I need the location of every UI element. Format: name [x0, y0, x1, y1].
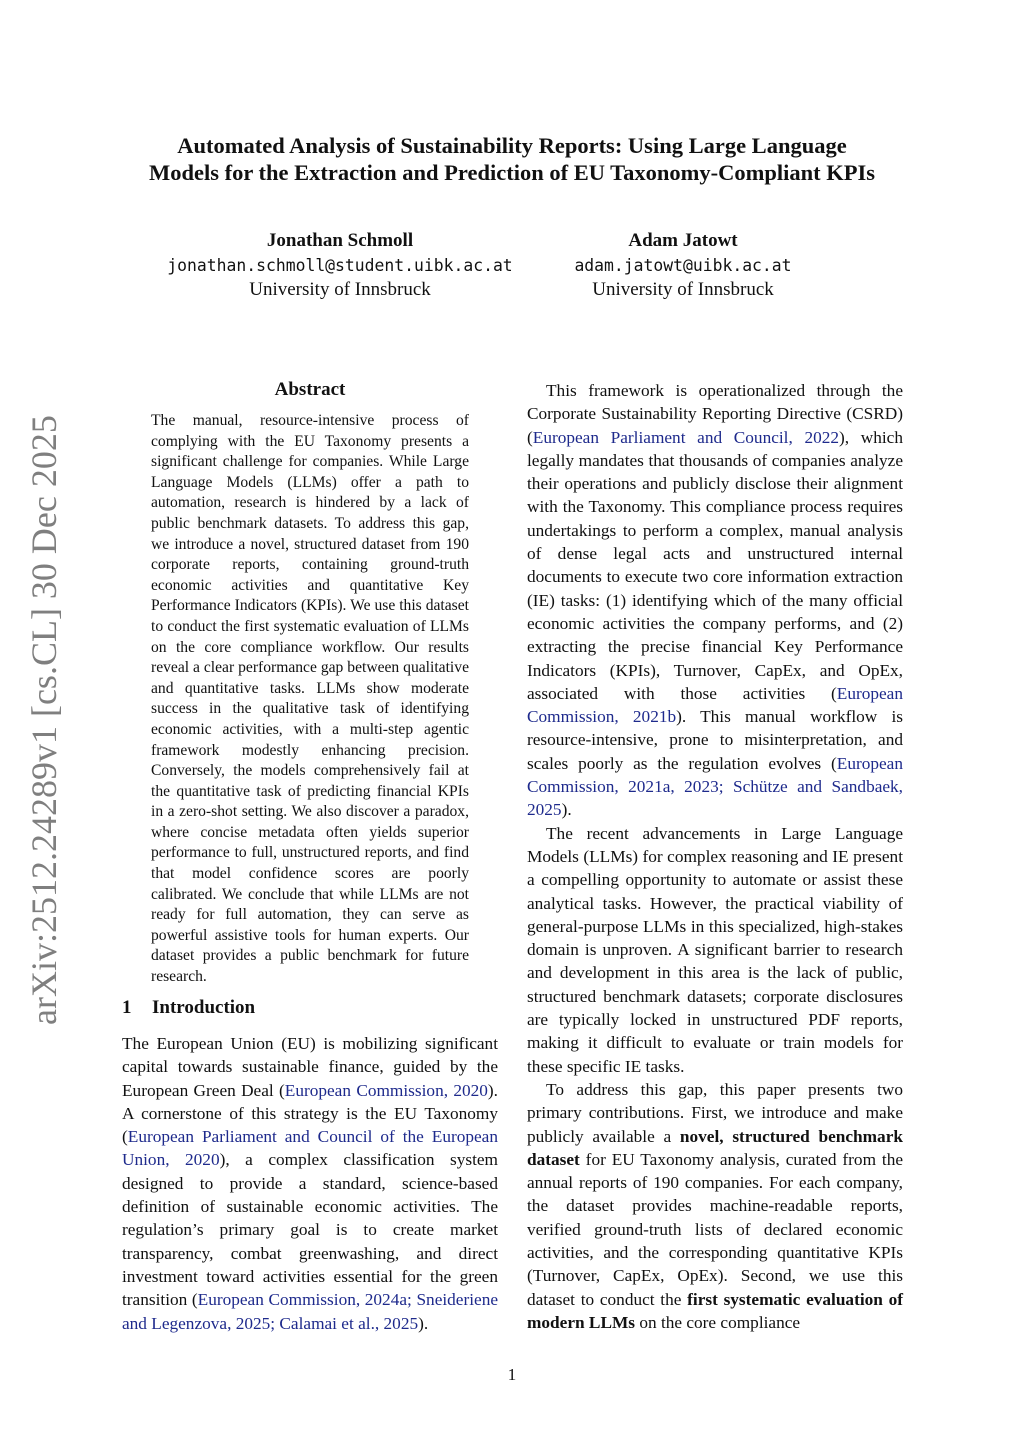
- citation-separator: ;: [718, 777, 733, 797]
- page-number: 1: [507, 1365, 517, 1384]
- text-run: ). A cornerstone of this strategy is the EU Taxonomy (: [122, 1080, 498, 1147]
- paper-title: [100, 132, 924, 186]
- title-line-2: Models for the Extraction and Prediction of EU Taxonomy-Compliant KPIs: [148, 160, 876, 185]
- citation-separator: ;: [407, 1290, 417, 1310]
- text-run: To address this gap, this paper presents two primary contributions. First, we introduce and make publicly available a: [527, 1079, 903, 1146]
- intro-paragraph-3: The recent advancements in Large Language Models (LLMs) for complex reasoning and IE present a compelling opportunity to automate or assist these analytical tasks. However, the practical viability of general-purpose LLMs in this specialized, high-stakes domain is unproven. A significant barrier to research and development in this area is the lack of public, structured benchmark datasets; corporate disclosures are typically locked in unstructured PDF reports, making it difficult to evaluate or train models for these specific IE tasks.: [527, 823, 903, 1076]
- bold-contribution: first systematic evaluation of modern LLMs: [527, 1289, 903, 1332]
- title-line-1: Automated Analysis of Sustainability Reports: Using Large Language: [177, 133, 847, 158]
- section-heading-introduction: [122, 996, 255, 1020]
- text-run: This framework is operationalized through the Corporate Sustainability Reporting Directive (CSRD) (: [527, 381, 903, 447]
- text-run: ), a complex classification system designed to provide a standard, science-based definition of sustainable economic activities. The regulation’s primary goal is to create market transparency, combat greenwashing, and direct investment toward activities essential for the green transition (: [122, 1150, 499, 1310]
- citation-link[interactable]: 2023: [684, 777, 719, 797]
- citation-link[interactable]: Sneideriene and Legenzova, 2025: [122, 1290, 499, 1333]
- citation-separator: ;: [270, 1313, 280, 1333]
- intro-paragraph-4: [527, 1078, 903, 1334]
- citation-link[interactable]: European Commission, 2020: [284, 1080, 488, 1100]
- abstract-heading: Abstract: [274, 379, 346, 400]
- intro-paragraph-1: [122, 1032, 498, 1335]
- author-email[interactable]: adam.jatowt@uibk.ac.at: [574, 256, 792, 275]
- arxiv-identifier[interactable]: arXiv:2512.24289v1 [cs.CL] 30 Dec 2025: [24, 415, 64, 1025]
- author-email[interactable]: jonathan.schmoll@student.uibk.ac.at: [167, 256, 513, 275]
- citation-link[interactable]: European Commission, 2021a: [527, 753, 903, 797]
- text-run: The European Union (EU) is mobilizing significant capital towards sustainable finance, guided by the European Green Deal (: [122, 1034, 498, 1100]
- text-run: ), which legally mandates that thousands of companies analyze their operations and publicly disclose their alignment with the Taxonomy. This compliance process requires undertakings to perform a complex, manual analysis of dense legal acts and unstructured internal documents to execute two core information extraction (IE) tasks: (1) identifying which of the many official economic activities the company performs, and (2) extracting the precise financial Key Performance Indicators (KPIs), Turnover, CapEx, and OpEx, associated with those activities (: [527, 427, 903, 703]
- bold-contribution: novel, structured benchmark dataset: [527, 1126, 903, 1169]
- citation-link[interactable]: Schütze and Sandbaek, 2025: [527, 777, 904, 820]
- author-affiliation: University of Innsbruck: [249, 279, 431, 300]
- left-column: [122, 1032, 498, 1335]
- section-number: 1: [122, 997, 132, 1018]
- citation-link[interactable]: Calamai et al., 2025: [279, 1313, 419, 1333]
- citation-link[interactable]: European Parliament and Council, 2022: [532, 427, 840, 447]
- text-run: ).: [561, 800, 572, 820]
- text-run: ). This manual workflow is resource-intensive, prone to misinterpretation, and scales poorly as the regulation evolves (: [527, 707, 904, 773]
- citation-link[interactable]: European Commission, 2021b: [527, 683, 903, 727]
- author-name: Jonathan Schmoll: [266, 230, 414, 251]
- intro-paragraph-2: [527, 379, 903, 822]
- citation-link[interactable]: European Parliament and Council of the European Union, 2020: [122, 1127, 498, 1170]
- text-run: on the core compliance: [635, 1312, 801, 1332]
- right-column: [527, 379, 903, 1334]
- citation-separator: ,: [670, 777, 685, 797]
- author-name: Adam Jatowt: [628, 230, 738, 251]
- author-affiliation: University of Innsbruck: [592, 279, 774, 300]
- text-run: ).: [418, 1313, 429, 1333]
- abstract-text: The manual, resource-intensive process of complying with the EU Taxonomy presents a significant challenge for companies. While Large Language Models (LLMs) offer a path to automation, research is hindered by a lack of public benchmark datasets. To address this gap, we introduce a novel, structured dataset from 190 corporate reports, containing ground-truth economic activities and quantitative Key Performance Indicators (KPIs). We use this dataset to conduct the first systematic evaluation of LLMs on the core compliance workflow. Our results reveal a clear performance gap between qualitative and quantitative tasks. LLMs show moderate success in the qualitative task of identifying economic activities, with a multi-step agentic framework modestly enhancing precision. Conversely, the models comprehensively fail at the quantitative task of predicting financial KPIs in a zero-shot setting. We also discover a paradox, where concise metadata often yields superior performance to full, unstructured reports, and find that model confidence scores are poorly calibrated. We conclude that while LLMs are not ready for full automation, they can serve as powerful assistive tools for human experts. Our dataset provides a public benchmark for future research.: [151, 412, 469, 986]
- text-run: for EU Taxonomy analysis, curated from the annual reports of 190 companies. For each company, the dataset provides machine-readable reports, verified ground-truth lists of declared economic activities, and the corresponding quantitative KPIs (Turnover, CapEx, OpEx). Second, we use this dataset to conduct the: [527, 1149, 903, 1309]
- section-title: Introduction: [152, 997, 256, 1018]
- author-block-2: [463, 229, 903, 302]
- citation-link[interactable]: European Commission, 2024a: [197, 1290, 408, 1310]
